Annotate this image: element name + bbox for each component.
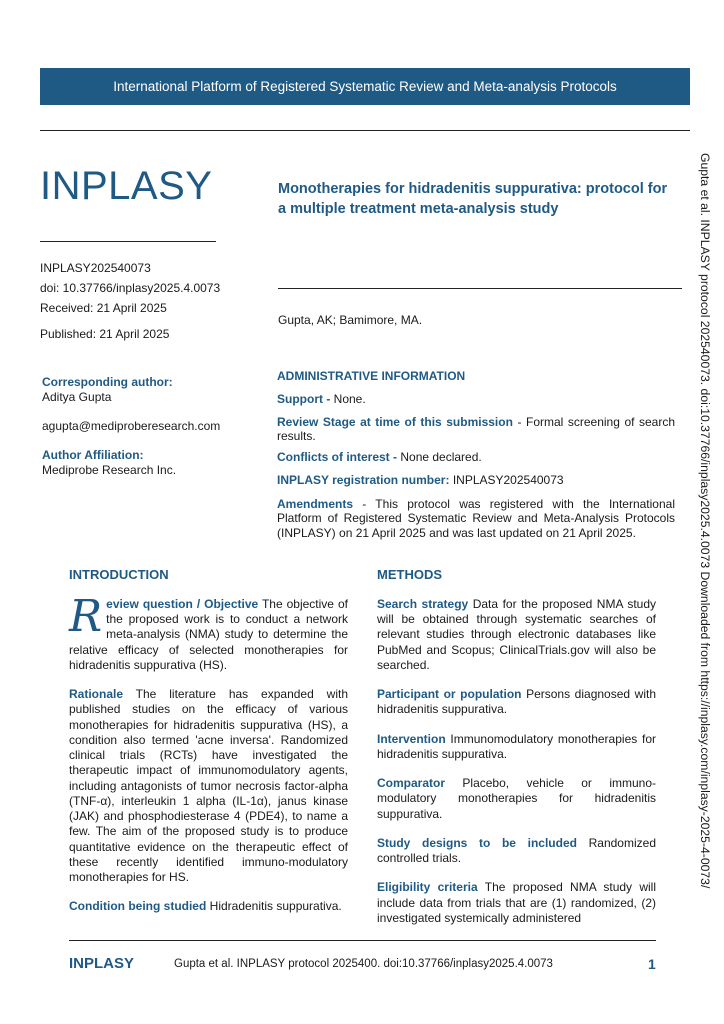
rationale-text: The literature has expanded with published studies on the efficacy of various monotherapies for hidradenitis suppurativa (HS), a condition also termed 'acne inversa'. Randomized clinical trials (RCTs) have investigated the therapeutic impact of immunomodulatory agents, including antagonists of tumor necrosis factor-alpha (TNF-α), interleukin 1 alpha (IL-1α), janus kinase (JAK) and phosphodiesterase 4 (PDE4), to name a few. The aim of the proposed study is to produce quantitative evidence on the therapeutic effect of these recently identified immuno-modulatory monotherapies for HS.	[69, 687, 348, 884]
search-strategy-label: Search strategy	[377, 597, 469, 611]
registration-number-label: INPLASY registration number:	[277, 473, 450, 487]
eligibility-label: Eligibility criteria	[377, 880, 478, 895]
dropcap-letter: R	[69, 591, 103, 642]
affiliation-name: Mediprobe Research Inc.	[42, 463, 177, 477]
condition-label: Condition being studied	[69, 899, 207, 914]
conflicts-label: Conflicts of interest -	[277, 450, 398, 464]
rationale-label: Rationale	[69, 687, 124, 702]
admin-support	[277, 392, 675, 406]
search-strategy-paragraph	[377, 597, 656, 673]
review-question-paragraph	[69, 591, 348, 673]
registration-number-value: INPLASY202540073	[449, 473, 564, 487]
study-designs-paragraph	[377, 836, 656, 866]
header-divider	[40, 130, 690, 131]
comparator-text: Placebo, vehicle or immuno-modulatory monotherapies for hidradenitis suppurativa.	[377, 776, 656, 821]
admin-review-stage	[277, 415, 675, 444]
received-date: Received: 21 April 2025	[40, 301, 167, 315]
title-divider	[278, 288, 682, 289]
intervention-text: Immunomodulatory monotherapies for hidradenitis suppurativa.	[377, 731, 656, 761]
published-date: Published: 21 April 2025	[40, 327, 170, 341]
footer-citation: Gupta et al. INPLASY protocol 2025400. doi:10.37766/inplasy2025.4.0073	[174, 958, 553, 970]
inplasy-logo: INPLASY	[40, 164, 213, 208]
methods-column	[377, 597, 656, 940]
doi[interactable]: doi: 10.37766/inplasy2025.4.0073	[40, 281, 221, 295]
participant-label: Participant or population	[377, 687, 522, 702]
corresponding-author-heading: Corresponding author:	[42, 375, 173, 389]
introduction-column	[69, 591, 348, 928]
eligibility-paragraph	[377, 880, 656, 926]
corresponding-author-name: Aditya Gupta	[42, 390, 112, 404]
sidebar-citation[interactable]: Gupta et al. INPLASY protocol 202540073. doi:10.37766/inplasy2025.4.0073 Downloaded from https://inplasy.com/inplasy-2025-4-0073/	[698, 153, 712, 889]
rationale-paragraph	[69, 687, 348, 885]
logo-divider	[40, 241, 216, 242]
amendments-value: - This protocol was registered with the International Platform of Registered Systematic Review and Meta-Analysis Protocols (INPLASY) on 21 April 2025 and was last updated on 21 April 2025.	[277, 497, 675, 540]
admin-amendments	[277, 497, 675, 540]
study-designs-text: Randomized controlled trials.	[377, 835, 656, 866]
participant-paragraph	[377, 687, 656, 717]
admin-conflicts	[277, 450, 675, 464]
search-strategy-text: Data for the proposed NMA study will be obtained through systematic searches of relevant studies through electronic databases like PubMed and Scopus; ClinicalTrials.gov will also be searched.	[377, 597, 656, 672]
admin-heading: ADMINISTRATIVE INFORMATION	[277, 369, 466, 383]
corresponding-author-email[interactable]: agupta@mediproberesearch.com	[42, 419, 221, 433]
comparator-paragraph	[377, 776, 656, 822]
review-stage-value: - Formal screening of search results.	[277, 415, 675, 444]
review-stage-label: Review Stage at time of this submission	[277, 415, 513, 429]
eligibility-text: The proposed NMA study will include data from trials that are (1) randomized, (2) investigated systemically administered	[377, 880, 656, 925]
footer-logo: INPLASY	[69, 955, 135, 972]
header-banner: International Platform of Registered Systematic Review and Meta-analysis Protocols	[40, 68, 690, 105]
affiliation-heading: Author Affiliation:	[42, 448, 144, 462]
methods-heading: METHODS	[377, 567, 442, 582]
study-designs-label: Study designs to be included	[377, 835, 577, 850]
article-title: Monotherapies for hidradenitis suppurativa: protocol for a multiple treatment meta-analysis study	[278, 181, 668, 217]
footer-divider	[69, 940, 656, 941]
review-question-text: The objective of the proposed work is to conduct a network meta-analysis (NMA) study to determine the relative efficacy of selected monotherapies for hidradenitis suppurativa (HS).	[69, 597, 348, 672]
intervention-paragraph	[377, 732, 656, 762]
participant-text: Persons diagnosed with hidradenitis suppurativa.	[377, 687, 656, 717]
condition-text: Hidradenitis suppurativa.	[206, 899, 342, 914]
intervention-label: Intervention	[377, 731, 446, 746]
registration-id: INPLASY202540073	[40, 261, 151, 275]
comparator-label: Comparator	[377, 776, 446, 791]
conflicts-value: None declared.	[397, 450, 482, 464]
authors: Gupta, AK; Bamimore, MA.	[278, 313, 423, 327]
review-question-label: eview question / Objective	[106, 597, 259, 611]
support-value: None.	[330, 392, 366, 406]
condition-paragraph	[69, 899, 348, 914]
page-number: 1	[648, 956, 656, 972]
introduction-heading: INTRODUCTION	[69, 567, 169, 582]
support-label: Support -	[277, 392, 331, 406]
admin-registration-number	[277, 473, 675, 487]
amendments-label: Amendments	[277, 497, 354, 511]
